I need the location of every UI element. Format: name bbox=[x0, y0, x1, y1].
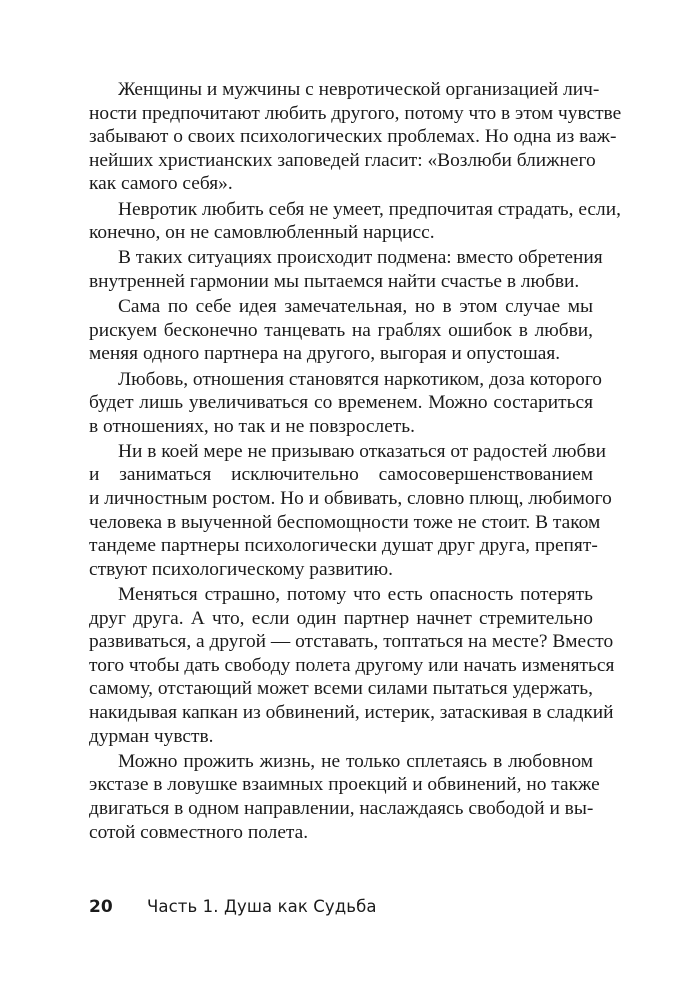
text-line: Можно прожить жизнь, не только сплетаясь в любовном bbox=[118, 750, 593, 772]
text-line: рискуем бесконечно танцевать на граблях ошибок в любви, bbox=[89, 319, 593, 341]
text-line: конечно, он не самовлюбленный нарцисс. bbox=[89, 222, 435, 244]
text-line: внутренней гармонии мы пытаемся найти счастье в любви. bbox=[89, 270, 580, 292]
paragraph bbox=[89, 368, 602, 439]
text-line: Ни в коей мере не призываю отказаться от радостей любви bbox=[118, 440, 606, 462]
paragraph bbox=[89, 583, 615, 748]
text-line: ности предпочитают любить другого, потому что в этом чувстве bbox=[89, 102, 622, 124]
paragraph bbox=[89, 750, 600, 844]
paragraph bbox=[89, 78, 622, 196]
text-line: будет лишь увеличиваться со временем. Можно состариться bbox=[89, 392, 593, 414]
text-line: развиваться, а другой — отставать, топтаться на месте? Вместо bbox=[89, 631, 614, 653]
text-line: тандеме партнеры психологически душат друг друга, препят- bbox=[89, 535, 598, 557]
body-text bbox=[89, 78, 622, 844]
text-line: меняя одного партнера на другого, выгорая и опустошая. bbox=[89, 343, 561, 365]
paragraph bbox=[89, 246, 603, 293]
text-line: человека в выученной беспомощности тоже не стоит. В таком bbox=[89, 511, 601, 533]
text-line: Меняться страшно, потому что есть опасность потерять bbox=[118, 584, 593, 606]
paragraph bbox=[89, 295, 593, 366]
text-line: как самого себя». bbox=[89, 173, 233, 195]
paragraph bbox=[89, 440, 612, 582]
text-line: забывают о своих психологических проблемах. Но одна из важ- bbox=[89, 126, 617, 148]
text-line: в отношениях, но так и не повзрослеть. bbox=[89, 415, 415, 437]
text-line: В таких ситуациях происходит подмена: вместо обретения bbox=[118, 247, 603, 269]
running-head: Часть 1. Душа как Судьба bbox=[147, 897, 377, 916]
text-line: Женщины и мужчины с невротической организацией лич- bbox=[118, 79, 600, 100]
text-line: Любовь, отношения становятся наркотиком, доза которого bbox=[118, 368, 602, 390]
text-line: друг друга. А что, если один партнер начнет стремительно bbox=[89, 607, 593, 629]
text-line: Сама по себе идея замечательная, но в этом случае мы bbox=[118, 296, 593, 318]
page-footer bbox=[89, 897, 377, 917]
text-line: Невротик любить себя не умеет, предпочитая страдать, если, bbox=[118, 198, 621, 220]
paragraph bbox=[89, 198, 621, 245]
text-line: и личностным ростом. Но и обвивать, словно плющ, любимого bbox=[89, 488, 612, 510]
page-number: 20 bbox=[89, 897, 113, 917]
text-line: дурман чувств. bbox=[89, 725, 214, 747]
text-line: ствуют психологическому развитию. bbox=[89, 558, 393, 580]
text-line: экстазе в ловушке взаимных проекций и обвинений, но также bbox=[89, 774, 600, 796]
text-line: нейших христианских заповедей гласит: «Возлюби ближнего bbox=[89, 149, 596, 171]
text-line: сотой совместного полета. bbox=[89, 821, 309, 843]
text-line: и заниматься исключительно самосовершенствованием bbox=[89, 464, 593, 486]
text-line: самому, отстающий может всеми силами пытаться удержать, bbox=[89, 678, 593, 700]
text-line: того чтобы дать свободу полета другому или начать изменяться bbox=[89, 654, 615, 676]
text-line: двигаться в одном направлении, наслаждаясь свободой и вы- bbox=[89, 797, 594, 819]
text-line: накидывая капкан из обвинений, истерик, затаскивая в сладкий bbox=[89, 702, 614, 723]
